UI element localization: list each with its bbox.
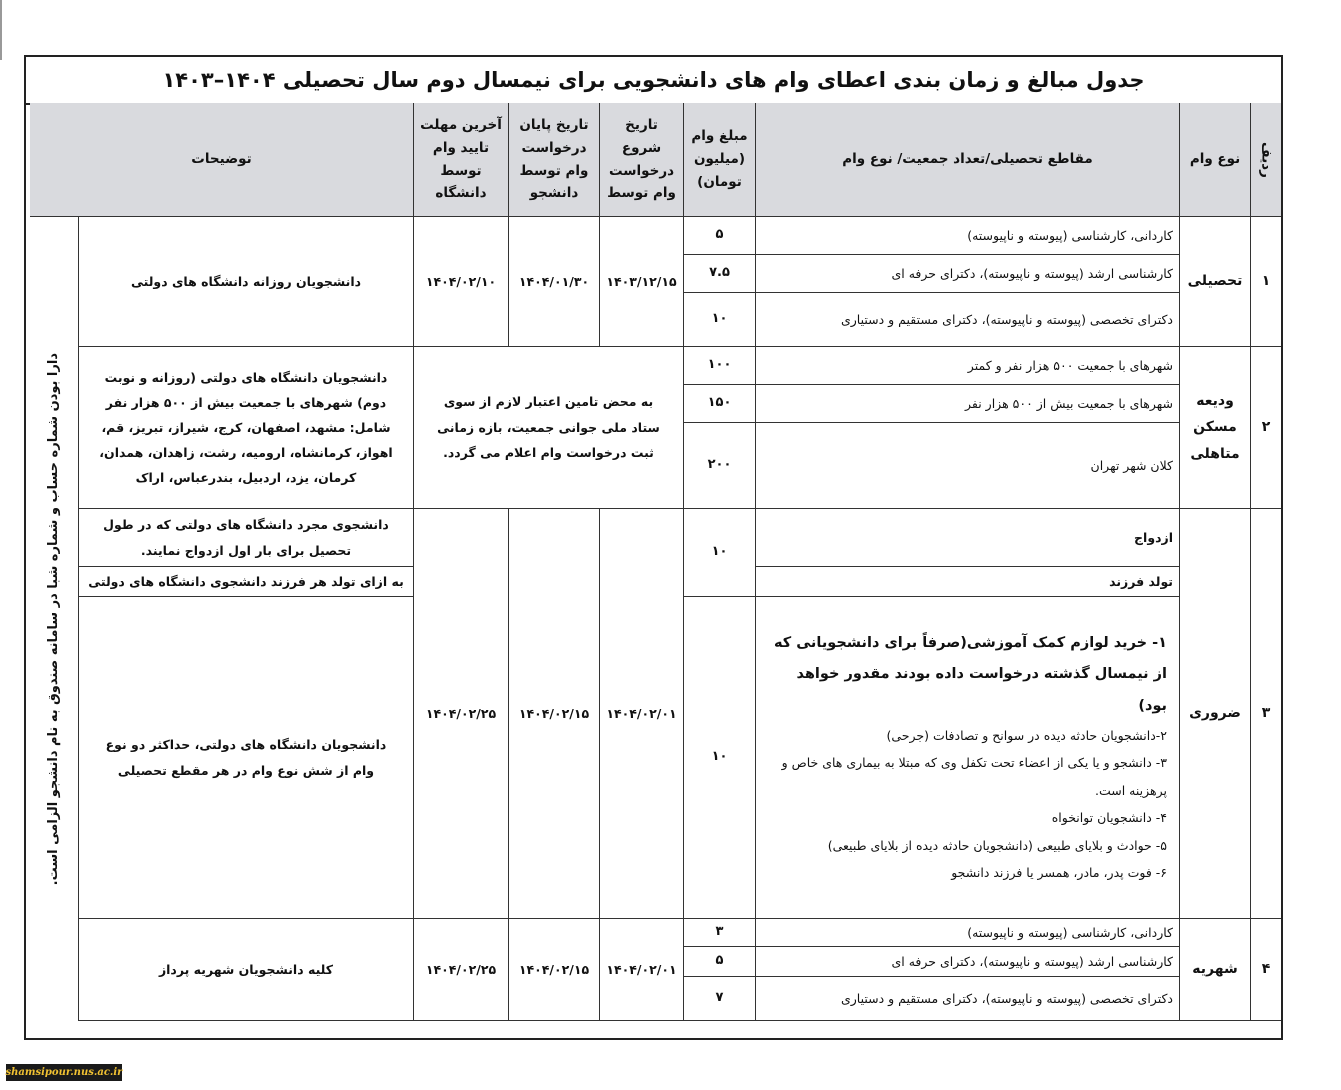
- row-4-number: ۴: [1250, 919, 1281, 1021]
- row-3-deadline: ۱۴۰۴/۰۲/۲۵: [413, 509, 508, 919]
- row-3-reason-6: ۶- فوت پدر، مادر، همسر یا فرزند دانشجو: [951, 865, 1167, 881]
- loan-schedule-table: [24, 55, 1283, 1040]
- row-4-deadline: ۱۴۰۴/۰۲/۲۵: [413, 919, 508, 1021]
- row-2-period-note: به محض تامین اعتبار لازم از سوی ستاد ملی جوانی جمعیت، بازه زمانی ثبت درخواست وام اعلام می گردد.: [413, 347, 683, 509]
- site-watermark: shamsipour.nus.ac.ir: [6, 1064, 122, 1081]
- row-1-type: تحصیلی: [1179, 217, 1250, 347]
- row-1-start-date: ۱۴۰۳/۱۲/۱۵: [599, 217, 683, 347]
- row-1-segment-3: دکترای تخصصی (پیوسته و ناپیوسته)، دکترای مستقیم و دستیاری: [755, 293, 1179, 347]
- table-grid: [26, 103, 1281, 1038]
- row-2-segment-3: کلان شهر تهران: [755, 423, 1179, 509]
- row-2-notes: دانشجویان دانشگاه های دولتی (روزانه و نوبت دوم) شهرهای با جمعیت بیش از ۵۰۰ هزار نفر شامل: مشهد، اصفهان، کرج، شیراز، تبریز، قم، اهواز، کرمانشاه، ارومیه، رشت، زاهدان، همدان، کرمان، یزد، اردبیل، بندرعباس، اراک: [78, 347, 413, 509]
- row-1-segment-2: کارشناسی ارشد (پیوسته و ناپیوسته)، دکترای حرفه ای: [755, 255, 1179, 293]
- row-2-segment-2: شهرهای با جمعیت بیش از ۵۰۰ هزار نفر: [755, 385, 1179, 423]
- header-loan-type: نوع وام: [1179, 103, 1250, 217]
- side-note: [30, 217, 78, 1021]
- row-4-start-date: ۱۴۰۴/۰۲/۰۱: [599, 919, 683, 1021]
- row-3-reason-5: ۵- حوادث و بلایای طبیعی (دانشجویان حادثه دیده از بلایای طبیعی): [827, 837, 1167, 853]
- row-2-number: ۲: [1250, 347, 1281, 509]
- row-1-amount-3: ۱۰: [683, 293, 755, 347]
- row-4-segment-1: کاردانی، کارشناسی (پیوسته و ناپیوسته): [755, 919, 1179, 947]
- row-4-amount-2: ۵: [683, 947, 755, 977]
- row-2-amount-1: ۱۰۰: [683, 347, 755, 385]
- row-4-type: شهریه: [1179, 919, 1250, 1021]
- row-3-start-date: ۱۴۰۴/۰۲/۰۱: [599, 509, 683, 919]
- row-4-end-date: ۱۴۰۴/۰۲/۱۵: [508, 919, 599, 1021]
- row-3-segment-marriage: ازدواج: [755, 509, 1179, 567]
- table-title: جدول مبالغ و زمان بندی اعطای وام های دانشجویی برای نیمسال دوم سال تحصیلی ۱۴۰۴–۱۴۰۳: [26, 57, 1281, 105]
- row-2-amount-3: ۲۰۰: [683, 423, 755, 509]
- header-deadline: آخرین مهلت تایید وام توسط دانشگاه: [413, 103, 508, 217]
- row-3-reason-2: ۲-دانشجویان حادثه دیده در سوانح و تصادفات (جرحی): [886, 727, 1167, 743]
- header-row-no-label: ردیف: [1258, 141, 1275, 178]
- row-2-type: ودیعه مسکن متاهلی: [1179, 347, 1250, 509]
- side-note-text: دارا بودن شماره حساب و شماره شبا در سامانه صندوق به نام دانشجو الزامی است.: [45, 352, 61, 886]
- header-row-no: [1250, 103, 1281, 217]
- row-3-amount-marriage: ۱۰: [683, 509, 755, 597]
- header-amount: مبلغ وام (میلیون تومان): [683, 103, 755, 217]
- header-notes: توضیحات: [30, 103, 413, 217]
- row-4-notes: کلیه دانشجویان شهریه پرداز: [78, 919, 413, 1021]
- header-end-date: تاریخ پایان درخواست وام توسط دانشجو: [508, 103, 599, 217]
- row-4-amount-1: ۳: [683, 919, 755, 947]
- header-segment: مقاطع تحصیلی/تعداد جمعیت/ نوع وام: [755, 103, 1179, 217]
- row-3-reasons-list: [755, 597, 1179, 919]
- row-3-end-date: ۱۴۰۴/۰۲/۱۵: [508, 509, 599, 919]
- row-3-reason-4: ۴- دانشجویان توانخواه: [1051, 810, 1167, 826]
- row-3-notes-marriage: دانشجوی مجرد دانشگاه های دولتی که در طول تحصیل برای بار اول ازدواج نمایند.: [78, 509, 413, 567]
- row-1-end-date: ۱۴۰۴/۰۱/۳۰: [508, 217, 599, 347]
- row-1-deadline: ۱۴۰۴/۰۲/۱۰: [413, 217, 508, 347]
- row-4-amount-3: ۷: [683, 977, 755, 1021]
- row-3-reason-lead: ۱- خرید لوازم کمک آموزشی(صرفاً برای دانشجویانی که از نیمسال گذشته درخواست داده بودند مقدور خواهد بود): [773, 635, 1167, 714]
- row-2-segment-1: شهرهای با جمعیت ۵۰۰ هزار نفر و کمتر: [755, 347, 1179, 385]
- row-3-notes-list: دانشجویان دانشگاه های دولتی، حداکثر دو نوع وام از شش نوع وام در هر مقطع تحصیلی: [78, 597, 413, 919]
- row-3-type: ضروری: [1179, 509, 1250, 919]
- row-3-reason-3: ۳- دانشجو و یا یکی از اعضاء تحت تکفل وی که مبتلا به بیماری های خاص و پرهزینه است.: [781, 755, 1167, 798]
- row-1-number: ۱: [1250, 217, 1281, 347]
- row-3-number: ۳: [1250, 509, 1281, 919]
- page-edge-rule: [0, 0, 2, 60]
- row-2-amount-2: ۱۵۰: [683, 385, 755, 423]
- row-4-segment-2: کارشناسی ارشد (پیوسته و ناپیوسته)، دکترای حرفه ای: [755, 947, 1179, 977]
- row-1-amount-2: ۷.۵: [683, 255, 755, 293]
- row-1-notes: دانشجویان روزانه دانشگاه های دولتی: [78, 217, 413, 347]
- row-3-notes-birth: به ازای تولد هر فرزند دانشجوی دانشگاه های دولتی: [78, 567, 413, 597]
- row-3-segment-birth: تولد فرزند: [755, 567, 1179, 597]
- row-1-segment-1: کاردانی، کارشناسی (پیوسته و ناپیوسته): [755, 217, 1179, 255]
- row-1-amount-1: ۵: [683, 217, 755, 255]
- row-4-segment-3: دکترای تخصصی (پیوسته و ناپیوسته)، دکترای مستقیم و دستیاری: [755, 977, 1179, 1021]
- row-3-amount-list: ۱۰: [683, 597, 755, 919]
- header-start-date: تاریخ شروع درخواست وام توسط: [599, 103, 683, 217]
